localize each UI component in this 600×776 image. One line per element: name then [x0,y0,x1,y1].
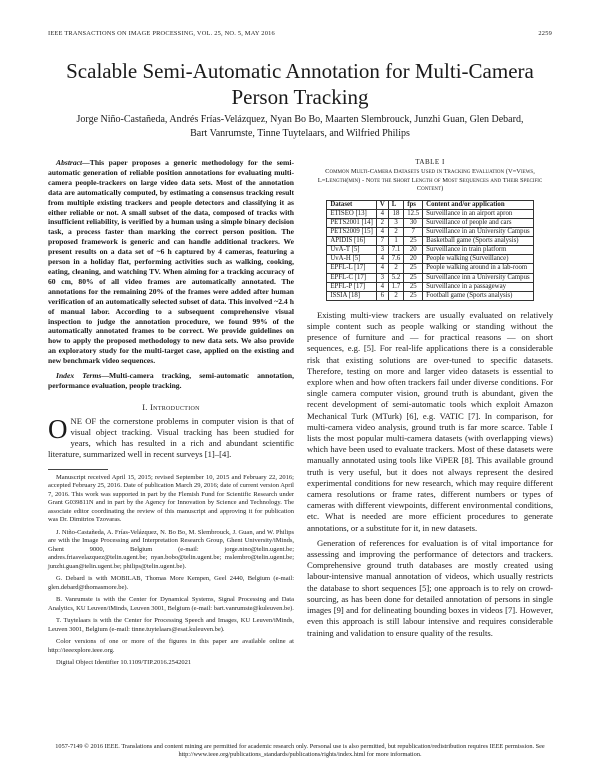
table-cell: Surveillance in a passageway [423,282,533,291]
table-cell: 3 [388,218,404,227]
abstract-lead: Abstract [56,158,83,167]
table-row [327,237,533,246]
index-terms-lead: Index Terms [56,371,102,381]
drop-cap: O [48,413,68,444]
table-cell: ISSIA [18] [327,291,376,300]
table-cell: 7 [376,237,388,246]
index-terms-text: —Multi-camera tracking, semi-automatic annotation, performance evaluation, people tracking. [48,371,295,390]
table-cell: EPFL-C [17] [327,273,376,282]
footnote-color-versions: Color versions of one or more of the figures in this paper are available online at http://ieeexplore.ieee.org. [48,638,294,654]
body-paragraph-existing-trackers: Existing multi-view trackers are usually evaluated on relatively simple content such as people walking or standing without the presence of furniture and — for practical reasons — on short sequences, e.g. [5]. For real-life applications there is a considerable risk that existing solutions are over-tuned to specific datasets. Therefore, testing on more and larger video datasets is essential to explore when and how often trackers fail under diverse conditions. For single camera computer vision, ground truth is abundant, given the recent development of semi-automatic tools which exploit Amazon Mechanical Turk (MTurk) [6], e.g. VATIC [7]. In comparison, for multi-camera video analysis, ground truth is far more scarce. Table I lists the most popular multi-camera datasets (with overlapping views) which have been used to evaluate trackers. Most of these datasets were manually annotated using tools like ViPER [8]. This available ground truth is very useful, but it does not always represent the desired experimental conditions for new research, which may require different camera resolutions or frame rates, different numbers or types of cameras with different viewpoints, different environmental conditions, etc. What is needed are more efficient procedures to generate annotations, or a substitute for it, in new datasets. [307,309,553,533]
table-cell: 7.1 [388,246,404,255]
table-cell: PETS2009 [15] [327,228,376,237]
table-row [327,209,533,218]
table-cell: 25 [404,237,423,246]
table-cell: 3 [376,246,388,255]
table-row [327,255,533,264]
copyright-notice: 1057-7149 © 2016 IEEE. Translations and content mining are permitted for academic research only. Personal use is also permitted, but republication/redistribution requires IEEE permission. See http://www.ieee.org/publications_standards/publications/rights/index.html for more information. [55,743,545,759]
table-cell: EPFL-L [17] [327,264,376,273]
table-row [327,273,533,282]
column-header: Dataset [327,200,376,209]
table-cell: 4 [376,255,388,264]
table-cell: 1.7 [388,282,404,291]
table-cell: People walking (Surveillance) [423,255,533,264]
table-cell: Basketball game (Sports analysis) [423,237,533,246]
page-number: 2259 [538,30,552,37]
table-cell: 30 [404,218,423,227]
table-cell: 25 [404,282,423,291]
table-cell: 1 [388,237,404,246]
right-column [307,158,553,639]
table-cell: Surveillance in an airport apron [423,209,533,218]
footnote-affiliation-tuytelaars: T. Tuytelaars is with the Center for Processing Speech and Images, KU Leuven/iMinds, Leuven 3001, Belgium (e-mail: tinne.tuytelaars@esat.kuleuven.be). [48,617,294,633]
table-cell: 25 [404,291,423,300]
table-cell: 2 [388,291,404,300]
table-cell: 2 [388,264,404,273]
table-cell: 2 [376,218,388,227]
table-cell: 2 [388,228,404,237]
footnote-rule [48,469,108,470]
table-cell: UvA-T [5] [327,246,376,255]
paper-title: Scalable Semi-Automatic Annotation for Multi-Camera Person Tracking [66,59,534,109]
table-cell: ETISEO [13] [327,209,376,218]
table-cell: 7 [404,228,423,237]
table-row [327,282,533,291]
table-header-row [327,200,533,209]
footnote-affiliation-ugent: J. Niño-Castañeda, A. Frías-Velázquez, N. Bo Bo, M. Slembrouck, J. Guan, and W. Philips are with the Image Processing and Interpretation Research Group, Ghent University/iMinds, Ghent 9000, Belgium (e-mail: jorge.nino@telin.ugent.be; andres.friasvelazquez@telin.ugent.be; nyan.bobo@telin.ugent.be; mslembro@telin.ugent.be; junzhi.guan@telin.ugent.be; philips@telin.ugent.be). [48,528,294,570]
footnote-manuscript: Manuscript received April 15, 2015; revised September 10, 2015 and February 22, 2016; accepted February 25, 2016. Date of publication March 29, 2016; date of current version April 7, 2016. This work was supported in part by the Flemish Fund for Scientific Research under Grant G039811N and in part by the Agency for Innovation by Science and Technology. The associate editor coordinating the review of this manuscript and approving it for publication was Dr. Dimitrios Tzovaras. [48,473,294,524]
body-paragraph-generation-references: Generation of references for evaluation is of vital importance for assessing and improving the performance of detectors and trackers. Comprehensive ground truth databases are mostly created using labour-intensive manual annotation of videos, which usually restricts the database to short sequences [5]; one approach is to rely on crowd-sourcing, as has been done for detailed annotation of persons in single images [9] and for delineating bounding boxes in videos [7]. However, even this approach is still labour intensive and requires considerable training and validation to ensure quality of the results. [307,537,553,638]
journal-name: IEEE TRANSACTIONS ON IMAGE PROCESSING, VOL. 25, NO. 5, MAY 2016 [48,30,275,37]
table-cell: 5.2 [388,273,404,282]
footnote-affiliation-mobilab: G. Debard is with MOBILAB, Thomas More Kempen, Geel 2440, Belgium (e-mail: glen.debard@thomasmore.be). [48,575,294,591]
column-header: Content and/or application [423,200,533,209]
table-cell: 18 [388,209,404,218]
table-cell: 25 [404,273,423,282]
table-cell: 4 [376,264,388,273]
table-cell: PETS2001 [14] [327,218,376,227]
footnote-affiliation-vanrumste: B. Vanrumste is with the Center for Dynamical Systems, Signal Processing and Data Analytics, KU Leuven/iMinds, Leuven 3001, Belgium (e-mail: bart.vanrumste@kuleuven.be). [48,596,294,612]
table-cell: 3 [376,273,388,282]
table-cell: Surveillance in train platform [423,246,533,255]
table-label: TABLE I [415,158,445,166]
table-cell: Football game (Sports analysis) [423,291,533,300]
author-list: Jorge Niño-Castañeda, Andrés Frías-Velázquez, Nyan Bo Bo, Maarten Slembrouck, Junzhi Guan, Glen Debard, Bart Vanrumste, Tinne Tuytelaars, and Wilfried Philips [76,114,524,139]
table-cell: People walking around in a lab-room [423,264,533,273]
table-cell: 20 [404,255,423,264]
table-cell: 7.6 [388,255,404,264]
footnote-doi: Digital Object Identifier 10.1109/TIP.2016.2542021 [56,659,192,667]
column-header: fps [404,200,423,209]
table-row [327,264,533,273]
datasets-table [326,200,533,301]
column-header: L [388,200,404,209]
table-cell: EPFL-P [17] [327,282,376,291]
table-cell: Surveillance inn a University Campus [423,273,533,282]
table-cell: 6 [376,291,388,300]
table-caption: Common Multi-Camera Datasets Used in Tracking Evaluation (V=Views, L=Length(min) - Note the Short Length of Most Sequences and Their Specific Content) [317,168,543,193]
abstract [48,158,294,366]
table-cell: 4 [376,209,388,218]
left-column [48,158,294,668]
column-header: V [376,200,388,209]
table-cell: 4 [376,228,388,237]
index-terms [48,371,294,391]
table-row [327,218,533,227]
table-cell: 4 [376,282,388,291]
table-cell: UvA-H [5] [327,255,376,264]
table-cell: APIDIS [16] [327,237,376,246]
table-cell: Surveillance of people and cars [423,218,533,227]
table-cell: 20 [404,246,423,255]
table-cell: 12.5 [404,209,423,218]
intro-paragraph [48,413,294,461]
abstract-text: —This paper proposes a generic methodology for the semi-automatic generation of reliable position annotations for evaluating multi-camera people-trackers on large video data sets. Most of the annotation data are automatically computed, by estimating a consensus tracking result from multiple existing trackers and people detectors and classifying it as either reliable or not. A small subset of the data, composed of tracks with insufficient reliability, is verified by a human using a simple binary decision task, a process faster than marking the correct person position. The proposed framework is generic and can handle additional trackers. We present results on a data set of ~6 h captured by 4 cameras, featuring a person in a holiday flat, performing activities such as walking, cooking, eating, cleaning, and watching TV. When aiming for a tracking accuracy of 60 cm, 80% of all video frames are automatically annotated. The annotations for the remaining 20% of the frames were added after human verification of an automatically selected subset of data. This involved ~2.4 h of manual labor. According to a subsequent comprehensive visual inspection to judge the annotation procedure, we found 99% of the automatically annotated frames to be correct. We provide guidelines on how to apply the proposed methodology to new data sets. We also provide an exploratory study for the multi-target case, applied on the existing and new benchmark video sequences. [48,158,294,366]
table-row [327,228,533,237]
section-heading-introduction: I. Introduction [142,402,200,412]
table-row [327,246,533,255]
table-cell: 25 [404,264,423,273]
table-cell: Surveillance in an University Campus [423,228,533,237]
intro-text: NE OF the cornerstone problems in computer vision is that of visual object tracking. Visual tracking has been studied for years, which has resulted in a rich and abundant scientific literature, summarized well in recent surveys [1]–[4]. [48,415,294,460]
table-row [327,291,533,300]
